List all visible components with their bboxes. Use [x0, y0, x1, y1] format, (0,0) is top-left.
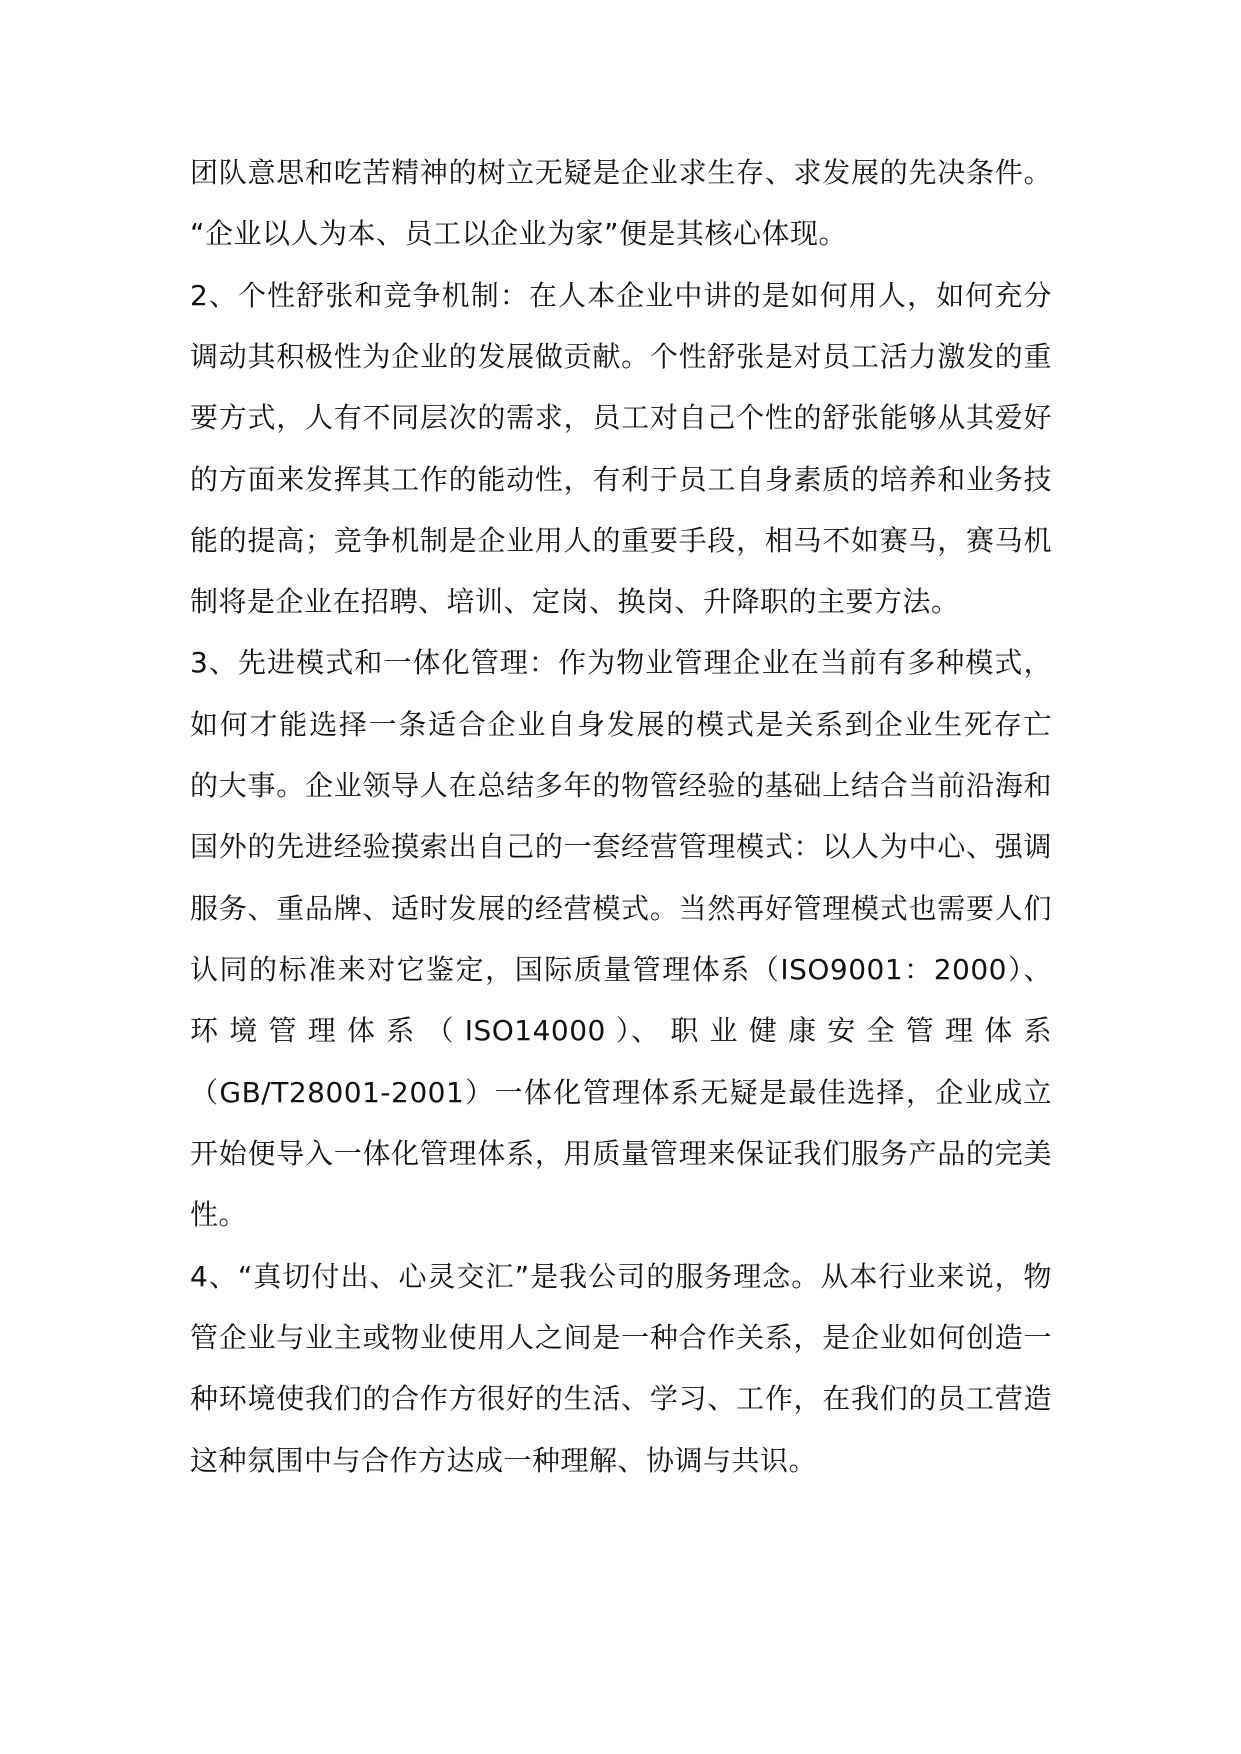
text-line: 调动其积极性为企业的发展做贡献。个性舒张是对员工活力激发的重: [190, 340, 1052, 373]
text-line: 的方面来发挥其工作的能动性，有利于员工自身素质的培养和业务技: [190, 463, 1052, 496]
text-line: 要方式，人有不同层次的需求，员工对自己个性的舒张能够从其爱好: [190, 401, 1052, 434]
text-line: 认同的标准来对它鉴定，国际质量管理体系（ISO9001：2000）、: [190, 953, 1052, 986]
text-line: 种环境使我们的合作方很好的生活、学习、工作，在我们的员工营造: [190, 1382, 1052, 1415]
text-line: 环 境 管 理 体 系 （ ISO14000 ）、 职 业 健 康 安 全 管 理 体 系: [190, 1014, 1052, 1047]
text-line: 开始便导入一体化管理体系，用质量管理来保证我们服务产品的完美: [190, 1137, 1052, 1170]
text-line: 3、先进模式和一体化管理：作为物业管理企业在当前有多种模式，: [190, 646, 1052, 679]
text-line: （GB/T28001-2001）一体化管理体系无疑是最佳选择，企业成立: [190, 1076, 1052, 1109]
text-line: 这种氛围中与合作方达成一种理解、协调与共识。: [190, 1444, 818, 1477]
text-line: 如何才能选择一条适合企业自身发展的模式是关系到企业生死存亡: [190, 708, 1052, 741]
text-line: 的大事。企业领导人在总结多年的物管经验的基础上结合当前沿海和: [190, 769, 1052, 802]
text-line: 服务、重品牌、适时发展的经营模式。当然再好管理模式也需要人们: [190, 892, 1052, 925]
text-line: 制将是企业在招聘、培训、定岗、换岗、升降职的主要方法。: [190, 585, 960, 618]
text-line: 管企业与业主或物业使用人之间是一种合作关系，是企业如何创造一: [190, 1321, 1052, 1354]
text-line: 4、“真切付出、心灵交汇”是我公司的服务理念。从本行业来说，物: [190, 1260, 1052, 1293]
text-line: 性。: [190, 1198, 248, 1231]
text-line: 能的提高；竞争机制是企业用人的重要手段，相马不如赛马，赛马机: [190, 524, 1052, 557]
text-line: “企业以人为本、员工以企业为家”便是其核心体现。: [190, 217, 848, 250]
text-line: 2、个性舒张和竞争机制：在人本企业中讲的是如何用人，如何充分: [190, 279, 1052, 312]
text-line: 国外的先进经验摸索出自己的一套经营管理模式：以人为中心、强调: [190, 830, 1052, 863]
text-line: 团队意思和吃苦精神的树立无疑是企业求生存、求发展的先决条件。: [190, 156, 1052, 189]
